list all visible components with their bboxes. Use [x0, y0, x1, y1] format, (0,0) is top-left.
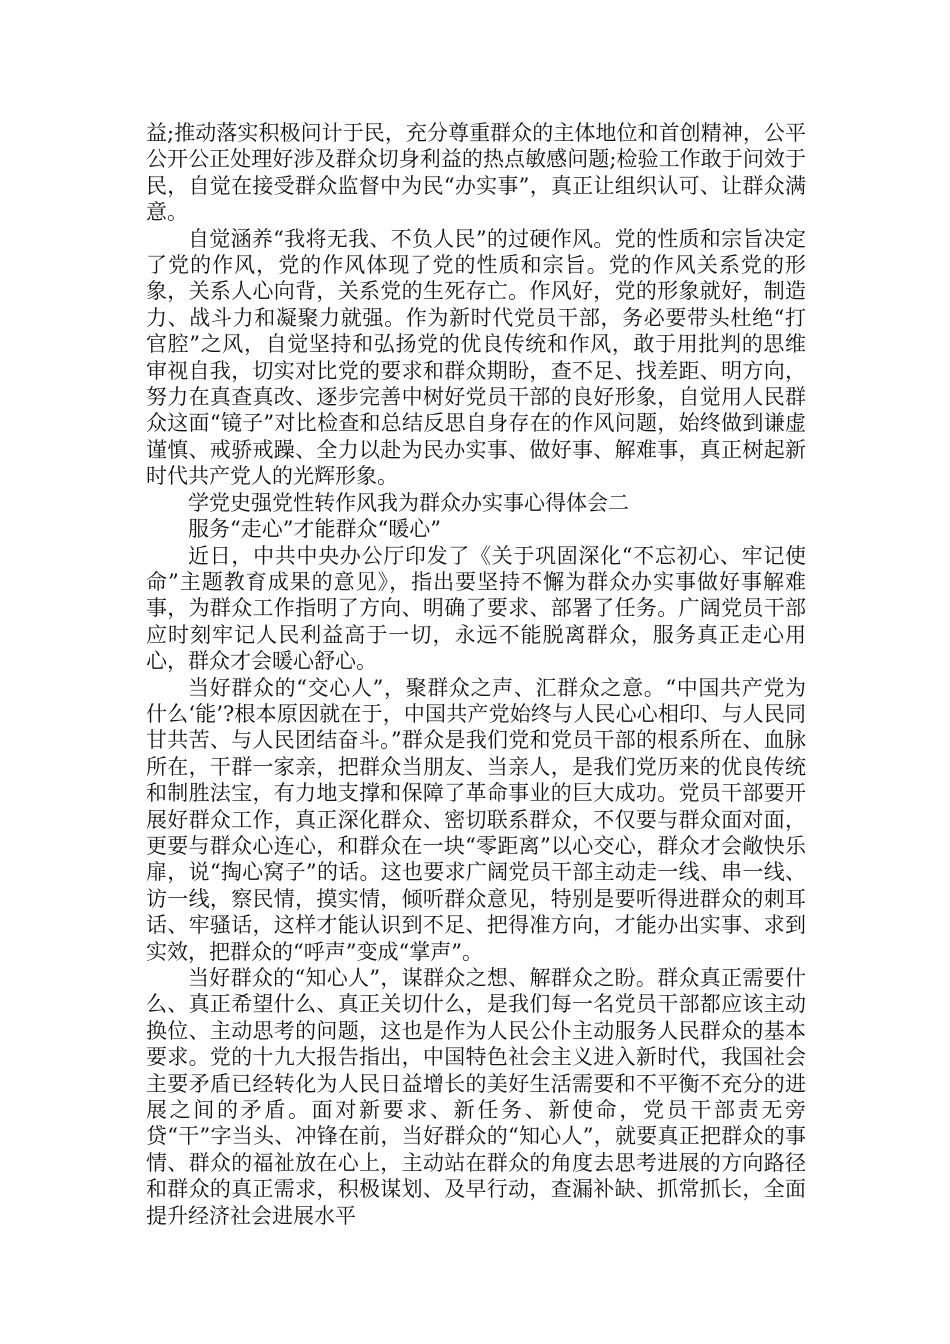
section-subtitle: 服务“走心”才能群众“暖心”: [188, 517, 441, 542]
paragraph-intro: 近日，中共中央办公厅印发了《关于巩固深化“不忘初心、牢记使命”主题教育成果的意见》，指出要坚持不懈为群众办实事做好事解难事，为群众工作指明了方向、明确了要求、部署了任务。广阔党员干部应时刻牢记人民利益高于一切，永远不能脱离群众，服务真正走心用心，群众才会暖心舒心。: [146, 543, 806, 674]
section-title: 学党史强党性转作风我为群众办实事心得体会二: [188, 490, 629, 515]
paragraph-heart-to-heart: 当好群众的“交心人”，聚群众之声、汇群众之意。“中国共产党为什么‘能’?根本原因就在于，中国共产党始终与人民心心相印、与人民同甘共苦、与人民团结奋斗。”群众是我们党和党员干部的根系所在、血脉所在，干群一家亲，把群众当朋友、当亲人，是我们党历来的优良传统和制胜法宝，有力地支撑和保障了革命事业的巨大成功。党员干部要开展好群众工作，真正深化群众、密切联系群众，不仅要与群众面对面，更要与群众心连心，和群众在一块“零距离”以心交心，群众才会敞快乐扉，说“掏心窝子”的话。这也要求广阔党员干部主动走一线、串一线、访一线，察民情，摸实情，倾听群众意见，特别是要听得进群众的刺耳话、牢骚话，这样才能认识到不足、把得准方向，才能办出实事、求到实效，把群众的“呼声”变成“掌声”。: [146, 675, 806, 964]
paragraph-work-style: 自觉涵养“我将无我、不负人民”的过硬作风。党的性质和宗旨决定了党的作风，党的作风体现了党的性质和宗旨。党的作风关系党的形象，关系人心向背，关系党的生死存亡。作风好，党的形象就好，制造力、战斗力和凝聚力就强。作为新时代党员干部，务必要带头杜绝“打官腔”之风，自觉坚持和弘扬党的优良传统和作风，敢于用批判的思维审视自我，切实对比党的要求和群众期盼，查不足、找差距、明方向，努力在真查真改、逐步完善中树好党员干部的良好形象，自觉用人民群众这面“镜子”对比检查和总结反思自身存在的作风问题，始终做到谦虚谨慎、戒骄戒躁、全力以赴为民办实事、做好事、解难事，真正树起新时代共产党人的光辉形象。: [146, 226, 806, 489]
document-body: [146, 120, 806, 1229]
paragraph-continuation: 益;推动落实积极问计于民，充分尊重群众的主体地位和首创精神，公平公开公正处理好涉及群众切身利益的热点敏感问题;检验工作敢于问效于民，自觉在接受群众监督中为民“办实事”，真正让组织认可、让群众满意。: [146, 121, 806, 225]
paragraph-understanding: 当好群众的“知心人”，谋群众之想、解群众之盼。群众真正需要什么、真正希望什么、真正关切什么，是我们每一名党员干部都应该主动换位、主动思考的问题，这也是作为人民公仆主动服务人民群众的基本要求。党的十九大报告指出，中国特色社会主义进入新时代，我国社会主要矛盾已经转化为人民日益增长的美好生活需要和不平衡不充分的进展之间的矛盾。面对新要求、新任务、新使命，党员干部责无旁贷“干”字当头、冲锋在前，当好群众的“知心人”，就要真正把群众的事情、群众的福祉放在心上，主动站在群众的角度去思考进展的方向路径和群众的真正需求，积极谋划、及早行动，查漏补缺、抓常抓长，全面提升经济社会进展水平: [146, 966, 806, 1228]
